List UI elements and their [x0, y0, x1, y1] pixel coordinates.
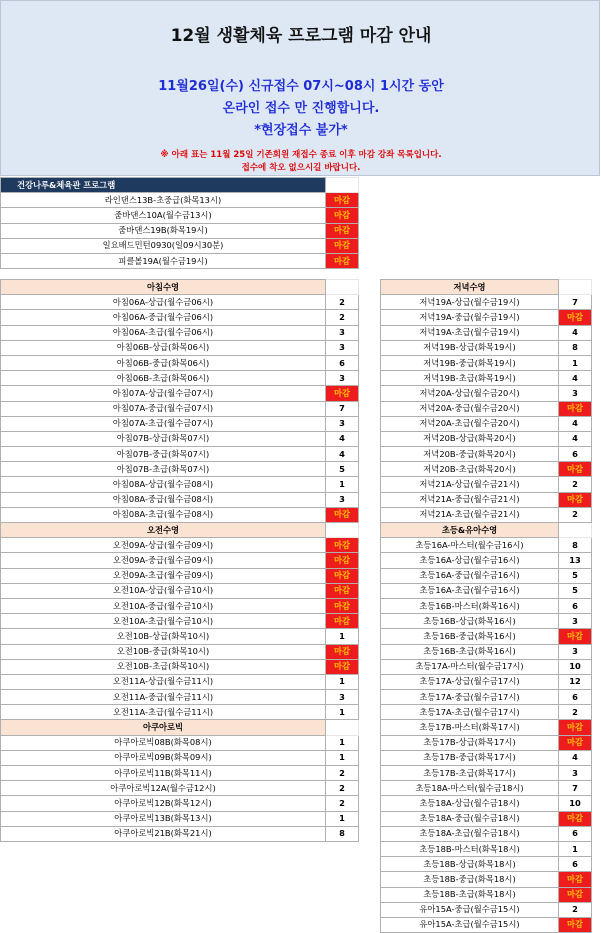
program-name: 초등18A-초급(월수금18시) [381, 826, 559, 841]
program-name: 아침08A-초급(월수금08시) [1, 507, 326, 522]
program-name: 유아15A-초급(월수금15시) [381, 917, 559, 932]
program-name: 아쿠아로빅13B(화목13시) [1, 811, 326, 826]
program-name: 저녁19A-초급(월수금19시) [381, 325, 559, 340]
remaining-count: 7 [559, 295, 592, 310]
table-row [381, 598, 592, 613]
program-name: 초등17A-중급(월수금17시) [381, 690, 559, 705]
table-row [381, 310, 592, 325]
table-row [381, 583, 592, 598]
closed-badge: 마감 [559, 917, 592, 932]
program-name: 초등16A-초급(월수금16시) [381, 583, 559, 598]
remaining-count: 7 [559, 781, 592, 796]
program-name: 라인댄스13B-초중급(화목13시) [1, 193, 326, 208]
program-name: 초등18B-마스터(화목18시) [381, 841, 559, 856]
closed-badge: 마감 [326, 253, 359, 268]
section-header-row [1, 523, 359, 538]
program-name: 아침07A-초급(월수금07시) [1, 416, 326, 431]
program-name: 저녁19B-초급(화목19시) [381, 371, 559, 386]
section-header-row [1, 720, 359, 735]
program-name: 아침06B-상급(화목06시) [1, 340, 326, 355]
table-row [1, 193, 359, 208]
remaining-count: 4 [559, 750, 592, 765]
table-row [1, 325, 359, 340]
table-row [381, 371, 592, 386]
table-row [381, 872, 592, 887]
table-row [1, 431, 359, 446]
remaining-count: 1 [559, 355, 592, 370]
remaining-count: 4 [559, 325, 592, 340]
closed-badge: 마감 [559, 872, 592, 887]
program-name: 초등16A-마스터(월수금16시) [381, 538, 559, 553]
closed-badge: 마감 [326, 193, 359, 208]
program-name: 저녁19A-상급(월수금19시) [381, 295, 559, 310]
program-name: 저녁19A-중급(월수금19시) [381, 310, 559, 325]
table-row [1, 583, 359, 598]
table-row [1, 295, 359, 310]
program-name: 아침06A-상급(월수금06시) [1, 295, 326, 310]
remaining-count: 6 [559, 857, 592, 872]
table-row [1, 416, 359, 431]
table-row [1, 477, 359, 492]
table-row [381, 857, 592, 872]
program-name: 초등18A-마스터(월수금18시) [381, 781, 559, 796]
section-title: 아침수영 [1, 280, 326, 295]
program-name: 초등18A-중급(월수금18시) [381, 811, 559, 826]
table-row [381, 735, 592, 750]
table-row [1, 223, 359, 238]
program-name: 초등16A-중급(월수금16시) [381, 568, 559, 583]
program-name: 초등16B-초급(화목16시) [381, 644, 559, 659]
program-name: 저녁20B-중급(화목20시) [381, 447, 559, 462]
table-row [381, 401, 592, 416]
table-row [381, 462, 592, 477]
section-title-pad [326, 523, 359, 538]
program-name: 초등17A-마스터(월수금17시) [381, 659, 559, 674]
remaining-count: 1 [326, 735, 359, 750]
table-row [381, 340, 592, 355]
program-name: 오전09A-초급(월수금09시) [1, 568, 326, 583]
table-row [1, 614, 359, 629]
closed-badge: 마감 [559, 811, 592, 826]
program-name: 저녁21A-초급(월수금21시) [381, 507, 559, 522]
table-row [381, 796, 592, 811]
program-name: 저녁19B-상급(화목19시) [381, 340, 559, 355]
remaining-count: 2 [326, 781, 359, 796]
remaining-count: 12 [559, 674, 592, 689]
table-row [381, 674, 592, 689]
section-title: 건강나루&체육관 프로그램 [1, 178, 326, 193]
table-row [1, 507, 359, 522]
remaining-count: 1 [326, 705, 359, 720]
remaining-count: 3 [326, 325, 359, 340]
right-column [380, 279, 592, 933]
table-row [381, 477, 592, 492]
program-name: 초등18B-상급(화목18시) [381, 857, 559, 872]
table-row [381, 431, 592, 446]
closed-badge: 마감 [326, 538, 359, 553]
remaining-count: 8 [559, 538, 592, 553]
program-name: 저녁20A-초급(월수금20시) [381, 416, 559, 431]
notice-line-1: 11월26일(수) 신규접수 07시~08시 1시간 동안 [158, 79, 444, 94]
remaining-count: 1 [326, 674, 359, 689]
page-title: 12월 생활체육 프로그램 마감 안내 [170, 26, 432, 46]
table-row [381, 766, 592, 781]
table-row [1, 238, 359, 253]
remaining-count: 2 [326, 295, 359, 310]
program-name: 오전11A-초급(월수금11시) [1, 705, 326, 720]
closed-badge: 마감 [326, 583, 359, 598]
table-row [381, 614, 592, 629]
table-row [1, 811, 359, 826]
program-name: 초등16B-마스터(화목16시) [381, 598, 559, 613]
table-row [1, 796, 359, 811]
table-row [1, 253, 359, 268]
table-row [1, 750, 359, 765]
section-title-pad [559, 280, 592, 295]
closed-badge: 마감 [559, 629, 592, 644]
remaining-count: 10 [559, 659, 592, 674]
program-name: 아침06B-초급(화목06시) [1, 371, 326, 386]
program-name: 아쿠아로빅21B(화목21시) [1, 826, 326, 841]
program-name: 초등17A-상급(월수금17시) [381, 674, 559, 689]
table-row [381, 720, 592, 735]
program-name: 저녁20B-초급(화목20시) [381, 462, 559, 477]
program-name: 저녁21A-상급(월수금21시) [381, 477, 559, 492]
remaining-count: 4 [559, 431, 592, 446]
remaining-count: 1 [326, 811, 359, 826]
section-title: 초등&유아수영 [381, 523, 559, 538]
remaining-count: 2 [326, 310, 359, 325]
program-name: 오전10B-중급(화목10시) [1, 644, 326, 659]
program-name: 아침07B-초급(화목07시) [1, 462, 326, 477]
closed-badge: 마감 [559, 462, 592, 477]
closed-badge: 마감 [326, 614, 359, 629]
closed-badge: 마감 [326, 507, 359, 522]
table-row [1, 568, 359, 583]
section-title: 아쿠아로빅 [1, 720, 326, 735]
remaining-count: 5 [326, 462, 359, 477]
table-row [1, 492, 359, 507]
program-name: 저녁20A-중급(월수금20시) [381, 401, 559, 416]
table-row [381, 826, 592, 841]
program-name: 아쿠아로빅12A(월수금12시) [1, 781, 326, 796]
table-row [381, 386, 592, 401]
program-name: 아침06A-중급(월수금06시) [1, 310, 326, 325]
table-row [381, 492, 592, 507]
program-name: 초등18B-초급(화목18시) [381, 887, 559, 902]
closed-badge: 마감 [326, 386, 359, 401]
program-name: 오전10B-초급(화목10시) [1, 659, 326, 674]
remaining-count: 4 [326, 447, 359, 462]
table-row [381, 644, 592, 659]
table-row [381, 507, 592, 522]
program-name: 오전10A-초급(월수금10시) [1, 614, 326, 629]
table-row [1, 386, 359, 401]
closed-badge: 마감 [559, 887, 592, 902]
remaining-count: 3 [326, 340, 359, 355]
table-row [1, 826, 359, 841]
remaining-count: 5 [559, 583, 592, 598]
section-title: 저녁수영 [381, 280, 559, 295]
remaining-count: 2 [559, 477, 592, 492]
remaining-count: 8 [326, 826, 359, 841]
table-row [1, 355, 359, 370]
notice-line-3: *현장접수 불가* [254, 123, 348, 138]
program-name: 저녁20A-상급(월수금20시) [381, 386, 559, 401]
program-name: 초등16B-중급(화목16시) [381, 629, 559, 644]
program-name: 아침08A-중급(월수금08시) [1, 492, 326, 507]
notice-line-2: 온라인 접수 만 진행합니다. [222, 101, 380, 116]
section-title-pad [326, 178, 359, 193]
table-row [381, 568, 592, 583]
closed-badge: 마감 [559, 310, 592, 325]
remaining-count: 2 [559, 507, 592, 522]
program-name: 아침07A-상급(월수금07시) [1, 386, 326, 401]
program-name: 아쿠아로빅09B(화목09시) [1, 750, 326, 765]
left-table [0, 279, 359, 842]
program-name: 초등16A-상급(월수금16시) [381, 553, 559, 568]
program-name: 아침06B-중급(화목06시) [1, 355, 326, 370]
section-header-row [1, 178, 359, 193]
table-row [1, 735, 359, 750]
program-name: 초등18B-중급(화목18시) [381, 872, 559, 887]
table-row [1, 447, 359, 462]
table-row [381, 690, 592, 705]
remaining-count: 5 [559, 568, 592, 583]
table-row [1, 208, 359, 223]
remaining-count: 3 [559, 614, 592, 629]
program-name: 저녁19B-중급(화목19시) [381, 355, 559, 370]
table-row [381, 553, 592, 568]
program-name: 아침06A-초급(월수금06시) [1, 325, 326, 340]
table-row [1, 340, 359, 355]
table-row [1, 629, 359, 644]
program-name: 저녁20B-상급(화목20시) [381, 431, 559, 446]
remaining-count: 10 [559, 796, 592, 811]
remaining-count: 6 [559, 826, 592, 841]
program-name: 초등17B-초급(화목17시) [381, 766, 559, 781]
health-table [0, 177, 359, 269]
closed-badge: 마감 [326, 659, 359, 674]
program-name: 초등17B-마스터(화목17시) [381, 720, 559, 735]
program-name: 초등17B-중급(화목17시) [381, 750, 559, 765]
table-row [1, 644, 359, 659]
table-row [1, 690, 359, 705]
program-name: 초등18A-상급(월수금18시) [381, 796, 559, 811]
remaining-count: 3 [326, 416, 359, 431]
table-row [381, 902, 592, 917]
program-name: 저녁21A-중급(월수금21시) [381, 492, 559, 507]
program-name: 줌바댄스10A(월수금13시) [1, 208, 326, 223]
table-row [1, 310, 359, 325]
remaining-count: 3 [559, 644, 592, 659]
table-row [1, 462, 359, 477]
program-name: 초등17A-초급(월수금17시) [381, 705, 559, 720]
table-row [1, 538, 359, 553]
program-name: 아침07B-중급(화목07시) [1, 447, 326, 462]
table-row [381, 917, 592, 932]
health-section [0, 177, 359, 269]
table-row [381, 811, 592, 826]
program-name: 아쿠아로빅08B(화목08시) [1, 735, 326, 750]
remaining-count: 6 [559, 690, 592, 705]
remaining-count: 4 [559, 416, 592, 431]
warning-line-1: ※ 아래 표는 11월 25일 기존회원 재접수 종료 이후 마감 강좌 목록입니다. [160, 150, 442, 160]
program-name: 오전10B-상급(화목10시) [1, 629, 326, 644]
table-row [1, 553, 359, 568]
closed-badge: 마감 [559, 720, 592, 735]
closed-badge: 마감 [326, 598, 359, 613]
program-name: 일요배드민턴0930(일09시30분) [1, 238, 326, 253]
closed-badge: 마감 [559, 492, 592, 507]
remaining-count: 4 [559, 371, 592, 386]
right-table [380, 279, 592, 933]
table-row [1, 766, 359, 781]
program-name: 초등16B-상급(화목16시) [381, 614, 559, 629]
remaining-count: 1 [326, 477, 359, 492]
closed-badge: 마감 [326, 568, 359, 583]
table-row [381, 447, 592, 462]
program-name: 아침07A-중급(월수금07시) [1, 401, 326, 416]
notice-header [0, 0, 600, 176]
closed-badge: 마감 [326, 238, 359, 253]
table-row [381, 629, 592, 644]
table-row [381, 659, 592, 674]
remaining-count: 13 [559, 553, 592, 568]
table-row [381, 325, 592, 340]
remaining-count: 6 [326, 355, 359, 370]
remaining-count: 3 [326, 690, 359, 705]
table-row [381, 295, 592, 310]
remaining-count: 3 [326, 371, 359, 386]
section-title-pad [326, 280, 359, 295]
closed-badge: 마감 [326, 644, 359, 659]
program-name: 유아15A-중급(월수금15시) [381, 902, 559, 917]
closed-badge: 마감 [326, 208, 359, 223]
section-header-row [381, 523, 592, 538]
table-row [381, 705, 592, 720]
program-name: 초등17B-상급(화목17시) [381, 735, 559, 750]
remaining-count: 8 [559, 340, 592, 355]
table-row [381, 750, 592, 765]
remaining-count: 2 [326, 766, 359, 781]
remaining-count: 1 [326, 750, 359, 765]
program-name: 아쿠아로빅12B(화목12시) [1, 796, 326, 811]
table-row [1, 598, 359, 613]
program-name: 아쿠아로빅11B(화목11시) [1, 766, 326, 781]
remaining-count: 2 [559, 705, 592, 720]
program-name: 줌바댄스19B(화목19시) [1, 223, 326, 238]
remaining-count: 4 [326, 431, 359, 446]
program-name: 오전10A-중급(월수금10시) [1, 598, 326, 613]
left-column [0, 279, 359, 842]
remaining-count: 2 [326, 796, 359, 811]
table-row [381, 355, 592, 370]
section-title-pad [559, 523, 592, 538]
program-name: 아침08A-상급(월수금08시) [1, 477, 326, 492]
table-row [381, 781, 592, 796]
table-row [1, 401, 359, 416]
program-name: 아침07B-상급(화목07시) [1, 431, 326, 446]
table-row [381, 416, 592, 431]
remaining-count: 3 [326, 492, 359, 507]
table-row [1, 705, 359, 720]
table-row [1, 674, 359, 689]
section-title: 오전수영 [1, 523, 326, 538]
closed-badge: 마감 [559, 401, 592, 416]
remaining-count: 2 [559, 902, 592, 917]
remaining-count: 6 [559, 598, 592, 613]
section-header-row [381, 280, 592, 295]
program-name: 오전11A-중급(월수금11시) [1, 690, 326, 705]
table-row [381, 538, 592, 553]
table-row [1, 781, 359, 796]
program-name: 오전09A-상급(월수금09시) [1, 538, 326, 553]
table-row [1, 659, 359, 674]
table-row [381, 887, 592, 902]
remaining-count: 3 [559, 766, 592, 781]
remaining-count: 1 [559, 841, 592, 856]
closed-badge: 마감 [326, 553, 359, 568]
warning-line-2: 접수에 착오 없으시길 바랍니다. [241, 163, 361, 173]
section-header-row [1, 280, 359, 295]
remaining-count: 3 [559, 386, 592, 401]
table-row [381, 841, 592, 856]
remaining-count: 6 [559, 447, 592, 462]
section-title-pad [326, 720, 359, 735]
table-row [1, 371, 359, 386]
program-name: 오전10A-상급(월수금10시) [1, 583, 326, 598]
remaining-count: 1 [326, 629, 359, 644]
program-name: 오전11A-상급(월수금11시) [1, 674, 326, 689]
program-name: 피클볼19A(월수금19시) [1, 253, 326, 268]
closed-badge: 마감 [559, 735, 592, 750]
program-name: 오전09A-중급(월수금09시) [1, 553, 326, 568]
remaining-count: 7 [326, 401, 359, 416]
closed-badge: 마감 [326, 223, 359, 238]
